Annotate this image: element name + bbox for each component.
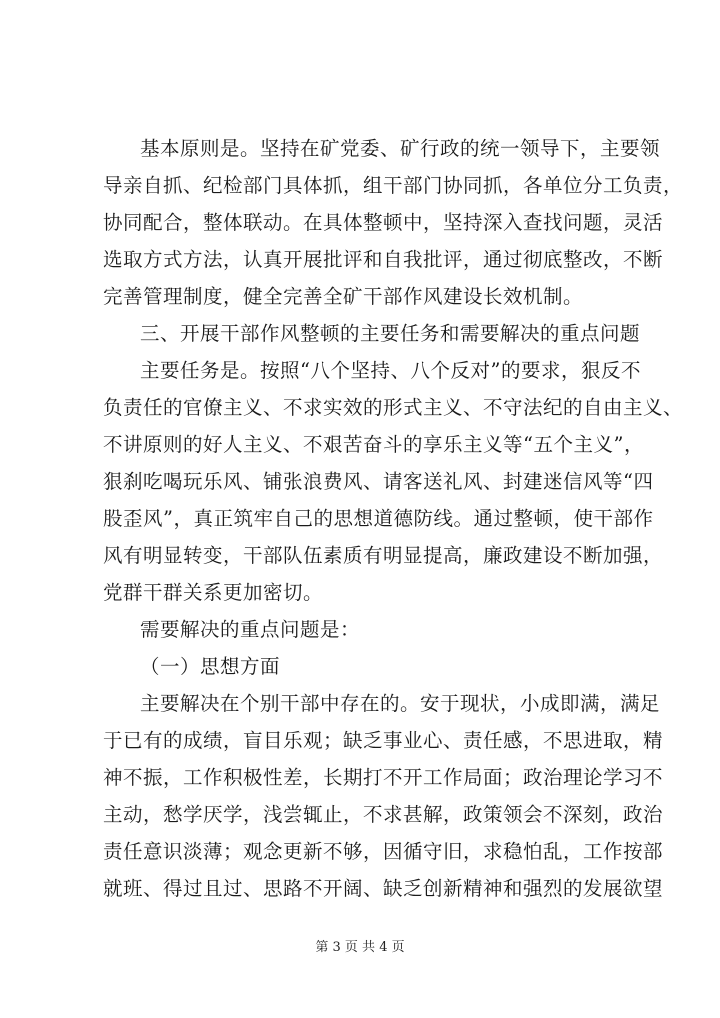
paragraph-line: 基本原则是。坚持在矿党委、矿行政的统一领导下，主要领 (140, 137, 661, 160)
paragraph-line: 主要任务是。按照“八个坚持、八个反对”的要求，狠反不 (140, 359, 641, 382)
paragraph-line: 主要解决在个别干部中存在的。安于现状，小成即满，满足 (140, 692, 661, 715)
paragraph-line: 导亲自抓、纪检部门具体抓，组干部门协同抓，各单位分工负责， (103, 174, 684, 197)
section-heading: 三、开展干部作风整顿的主要任务和需要解决的重点问题 (140, 322, 641, 345)
paragraph-line: 风有明显转变，干部队伍素质有明显提高，廉政建设不断加强， (103, 544, 664, 567)
paragraph-line: 负责任的官僚主义、不求实效的形式主义、不守法纪的自由主义、 (103, 396, 684, 419)
subsection-heading: （一）思想方面 (140, 655, 281, 678)
paragraph-line: 完善管理制度，健全完善全矿干部作风建设长效机制。 (103, 285, 584, 308)
paragraph-line: 主动，愁学厌学，浅尝辄止，不求甚解，政策领会不深刻，政治 (103, 803, 664, 826)
paragraph-line: 于已有的成绩，盲目乐观；缺乏事业心、责任感，不思进取，精 (103, 729, 664, 752)
paragraph-line: 不讲原则的好人主义、不艰苦奋斗的享乐主义等“五个主义”， (103, 433, 644, 456)
paragraph-line: 需要解决的重点问题是： (140, 618, 361, 641)
paragraph-line: 协同配合，整体联动。在具体整顿中，坚持深入查找问题，灵活 (103, 211, 664, 234)
paragraph-line: 责任意识淡薄；观念更新不够，因循守旧，求稳怕乱，工作按部 (103, 840, 664, 863)
paragraph-line: 股歪风”，真正筑牢自己的思想道德防线。通过整顿，使干部作 (103, 507, 654, 530)
paragraph-line: 选取方式方法，认真开展批评和自我批评，通过彻底整改，不断 (103, 248, 664, 271)
paragraph-line: 党群干群关系更加密切。 (103, 581, 324, 604)
page-footer: 第 3 页 共 4 页 (315, 940, 405, 955)
paragraph-line: 狠刹吃喝玩乐风、铺张浪费风、请客送礼风、封建迷信风等“四 (103, 470, 654, 493)
paragraph-line: 神不振，工作积极性差，长期打不开工作局面；政治理论学习不 (103, 766, 664, 789)
paragraph-line: 就班、得过且过、思路不开阔、缺乏创新精神和强烈的发展欲望 (103, 877, 664, 900)
